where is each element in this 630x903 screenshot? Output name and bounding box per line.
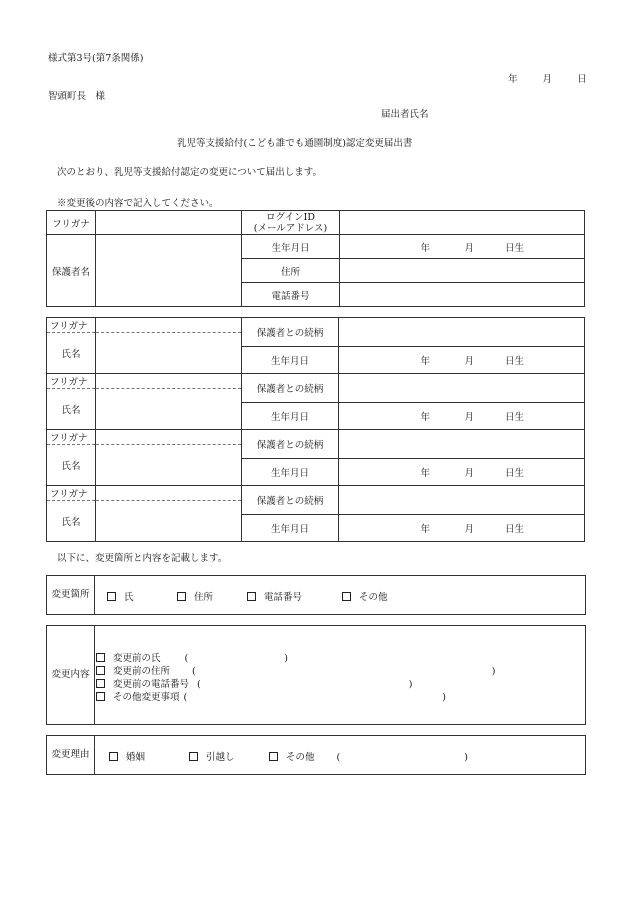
child-furigana-field[interactable] (96, 486, 242, 501)
child-relation-label: 保護者との続柄 (242, 318, 339, 347)
child-furigana-label: フリガナ (47, 318, 96, 333)
guardian-address-field[interactable] (340, 259, 585, 283)
reason-moving[interactable]: 引越し (189, 749, 235, 763)
checkbox-icon[interactable] (96, 666, 105, 675)
guardian-name-field[interactable] (96, 235, 242, 307)
checkbox-icon[interactable] (107, 592, 116, 601)
child-name-field[interactable] (96, 501, 242, 542)
checkbox-icon[interactable] (96, 692, 105, 701)
guardian-birth-field[interactable]: 年 月 日生 (340, 235, 585, 259)
content-line-other[interactable]: その他変更事項 ( ) (96, 689, 446, 703)
child-name-field[interactable] (96, 389, 242, 430)
month-label: 月 (542, 74, 553, 85)
guardian-birth-label: 生年月日 (242, 235, 340, 259)
guardian-address-label: 住所 (242, 259, 340, 283)
content-line-address[interactable]: 変更前の住所 ( ) (96, 663, 495, 677)
child-relation-field[interactable] (339, 486, 585, 515)
child-birth-label: 生年月日 (242, 515, 339, 542)
child-relation-field[interactable] (339, 374, 585, 403)
child-relation-label: 保護者との続柄 (242, 430, 339, 459)
checkbox-icon[interactable] (96, 679, 105, 688)
intro-text: 次のとおり、乳児等支援給付認定の変更について届出します。 (57, 167, 323, 178)
reason-marriage[interactable]: 婚姻 (109, 749, 145, 763)
child-birth-field[interactable]: 年 月 日生 (339, 347, 585, 374)
option-phone[interactable]: 電話番号 (247, 589, 302, 603)
child-name-label: 氏名 (47, 445, 96, 486)
guardian-phone-label: 電話番号 (242, 283, 340, 307)
checkbox-icon[interactable] (177, 592, 186, 601)
child-birth-field[interactable]: 年 月 日生 (339, 515, 585, 542)
form-number: 様式第3号(第7条関係) (48, 53, 144, 64)
option-surname[interactable]: 氏 (107, 589, 134, 603)
child-name-field[interactable] (96, 445, 242, 486)
child-relation-label: 保護者との続柄 (242, 374, 339, 403)
change-content-box (46, 625, 586, 725)
date-line (508, 71, 587, 85)
checkbox-icon[interactable] (342, 592, 351, 601)
children-table (46, 317, 585, 542)
child-name-field[interactable] (96, 333, 242, 374)
child-furigana-label: フリガナ (47, 430, 96, 445)
checkbox-icon[interactable] (247, 592, 256, 601)
login-id-label: ログインID (メールアドレス) (242, 211, 340, 235)
year-label: 年 (508, 74, 518, 85)
child-birth-label: 生年月日 (242, 403, 339, 430)
change-intro: 以下に、変更箇所と内容を記載します。 (57, 553, 228, 564)
child-birth-field[interactable]: 年 月 日生 (339, 459, 585, 486)
change-reason-label: 変更理由 (47, 736, 95, 774)
child-furigana-label: フリガナ (47, 486, 96, 501)
child-birth-label: 生年月日 (242, 347, 339, 374)
change-place-label: 変更箇所 (47, 576, 95, 614)
guardian-phone-field[interactable] (340, 283, 585, 307)
content-line-surname[interactable]: 変更前の氏 ( ) (96, 650, 288, 664)
child-name-label: 氏名 (47, 501, 96, 542)
day-label: 日 (577, 74, 587, 85)
change-place-box (46, 575, 586, 615)
child-birth-field[interactable]: 年 月 日生 (339, 403, 585, 430)
option-other[interactable]: その他 (342, 589, 388, 603)
child-furigana-field[interactable] (96, 374, 242, 389)
child-relation-label: 保護者との続柄 (242, 486, 339, 515)
checkbox-icon[interactable] (109, 752, 118, 761)
child-furigana-field[interactable] (96, 430, 242, 445)
checkbox-icon[interactable] (96, 653, 105, 662)
child-furigana-field[interactable] (96, 318, 242, 333)
guardian-table (46, 210, 585, 307)
applicant-label: 届出者氏名 (381, 109, 429, 120)
child-relation-field[interactable] (339, 430, 585, 459)
option-address[interactable]: 住所 (177, 589, 213, 603)
login-id-field[interactable] (340, 211, 585, 235)
content-line-phone[interactable]: 変更前の電話番号 ( ) (96, 676, 412, 690)
reason-other[interactable]: その他 ( ) (269, 749, 468, 763)
guardian-name-label: 保護者名 (47, 235, 96, 307)
checkbox-icon[interactable] (269, 752, 278, 761)
change-content-label: 変更内容 (47, 626, 95, 724)
child-birth-label: 生年月日 (242, 459, 339, 486)
guardian-furigana-field[interactable] (96, 211, 242, 235)
guardian-furigana-label: フリガナ (47, 211, 96, 235)
form-title: 乳児等支援給付(こども誰でも通園制度)認定変更届出書 (177, 138, 413, 149)
addressee: 智頭町長 様 (48, 91, 106, 102)
child-name-label: 氏名 (47, 389, 96, 430)
child-furigana-label: フリガナ (47, 374, 96, 389)
checkbox-icon[interactable] (189, 752, 198, 761)
child-name-label: 氏名 (47, 333, 96, 374)
child-relation-field[interactable] (339, 318, 585, 347)
note-text: ※変更後の内容で記入してください。 (57, 198, 219, 209)
change-reason-box (46, 735, 586, 775)
